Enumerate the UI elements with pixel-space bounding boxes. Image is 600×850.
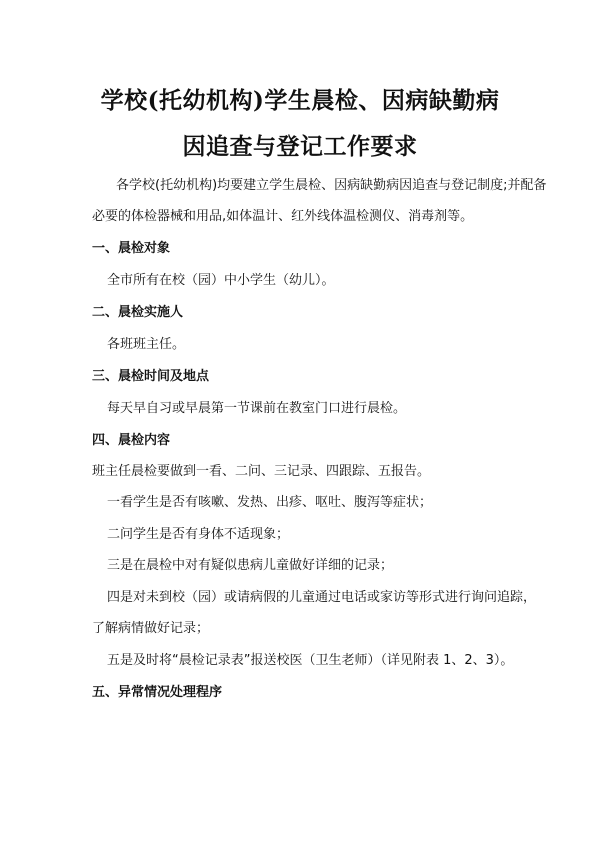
intro-paragraph-line-1: 各学校(托幼机构)均要建立学生晨检、因病缺勤病因追查与登记制度;并配备	[116, 178, 547, 193]
section-4-heading: 四、晨检内容	[92, 433, 171, 448]
section-4-line-6: 了解病情做好记录；	[92, 621, 210, 636]
section-1-heading: 一、晨检对象	[92, 241, 171, 256]
section-4-line-2: 一看学生是否有咳嗽、发热、出疹、呕吐、腹泻等症状；	[107, 495, 433, 510]
section-4-line-5: 四是对未到校（园）或请病假的儿童通过电话或家访等形式进行询问追踪，	[107, 590, 537, 605]
section-3-text: 每天早自习或早晨第一节课前在教室门口进行晨检。	[107, 401, 407, 416]
document-title-line-2: 因追查与登记工作要求	[182, 133, 418, 160]
intro-paragraph-line-2: 必要的体检器械和用品,如体温计、红外线体温检测仪、消毒剂等。	[92, 209, 474, 224]
section-2-text: 各班班主任。	[107, 337, 186, 352]
section-4-line-7: 五是及时将“晨检记录表”报送校医（卫生老师）（详见附表 1、2、3）。	[107, 653, 514, 668]
section-1-text: 全市所有在校（园）中小学生（幼儿）。	[107, 273, 335, 288]
section-3-heading: 三、晨检时间及地点	[92, 369, 210, 384]
section-4-line-1: 班主任晨检要做到一看、二问、三记录、四跟踪、五报告。	[92, 464, 431, 479]
section-2-heading: 二、晨检实施人	[92, 305, 184, 320]
document-title-line-1: 学校(托幼机构)学生晨检、因病缺勤病	[100, 87, 500, 114]
section-4-line-4: 三是在晨检中对有疑似患病儿童做好详细的记录；	[107, 558, 394, 573]
section-5-heading: 五、异常情况处理程序	[92, 685, 223, 700]
section-4-line-3: 二问学生是否有身体不适现象；	[107, 527, 290, 542]
